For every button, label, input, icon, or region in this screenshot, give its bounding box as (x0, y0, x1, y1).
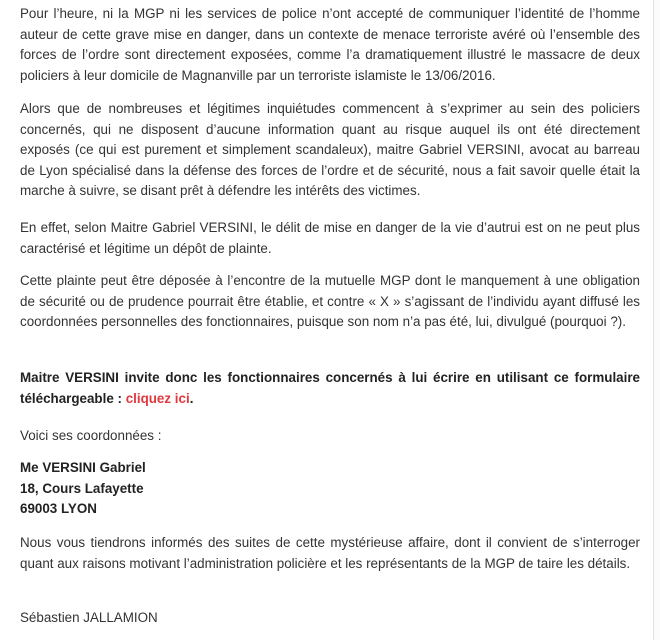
contact-address (20, 458, 640, 520)
invitation-text: Maitre VERSINI invite donc les fonctionnaires concernés à lui écrire en utilisant ce formulaire téléchargeable : (20, 370, 640, 406)
article-paragraph: En effet, selon Maitre Gabriel VERSINI, le délit de mise en danger de la vie d’autrui est on ne peut plus caractérisé et légitime un dépôt de plainte. (20, 220, 640, 256)
article-paragraph: Pour l’heure, ni la MGP ni les services de police n’ont accepté de communiquer l’identité de l’homme auteur de cette grave mise en danger, dans un contexte de menace terroriste avéré où l’ensemble des forces de l’ordre sont directement exposées, comme l’a dramatiquement illustré le massacre de deux policiers à leur domicile de Magnanville par un terroriste islamiste le 13/06/2016. (20, 6, 640, 83)
page-edge-divider (653, 0, 660, 640)
article-paragraph: Voici ses coordonnées : (20, 428, 162, 443)
author-signature: Sébastien JALLAMION (20, 610, 158, 625)
article-paragraph: Nous vous tiendrons informés des suites de cette mystérieuse affaire, dont il convient de s’interroger quant aux raisons motivant l’administration policière et les représentants de la MGP de taire les détails. (20, 535, 640, 571)
article-paragraph: Alors que de nombreuses et légitimes inquiétudes commencent à s’exprimer au sein des policiers concernés, qui ne disposent d’aucune information quant au risque auquel ils ont été directement exposés (ce qui est purement et simplement scandaleux), maitre Gabriel VERSINI, avocat au barreau de Lyon spécialisé dans la défense des forces de l’ordre et de sécurité, nous a fait savoir quelle était la marche à suivre, se disant prêt à défendre les intérêts des victimes. (20, 101, 640, 199)
invitation-end: . (189, 390, 194, 406)
contact-street: 18, Cours Lafayette (20, 480, 144, 496)
download-form-link[interactable]: cliquez ici (125, 390, 190, 406)
contact-city: 69003 LYON (20, 501, 97, 517)
article-paragraph: Cette plainte peut être déposée à l’encontre de la mutuelle MGP dont le manquement à une obligation de sécurité ou de prudence pourrait être établie, et contre « X » s’agissant de l’individu ayant diffusé les coordonnées personnelles des fonctionnaires, puisque son nom n’a pas été, lui, divulgué (pourquoi ?). (20, 273, 640, 330)
invitation-paragraph (20, 368, 640, 409)
contact-name: Me VERSINI Gabriel (20, 460, 146, 475)
